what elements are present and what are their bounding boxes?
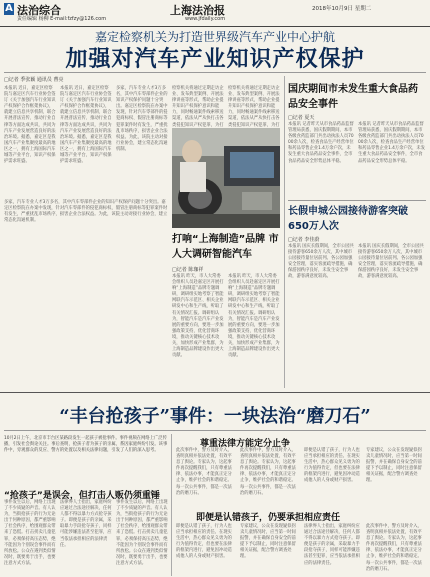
feature-subhead-2: 尊重法律方能定分止争 (200, 439, 291, 449)
feature-column-2: 法律界人士指出，家庭纠纷应通过合法途径解决，任何人都不得以暴力方式抢夺孩子。即便是孩子的亲属，采取暴力手段抢夺孩子，同样可能涉嫌违法甚至犯罪，应当依法承担相应的法律责任。 (60, 500, 112, 548)
car-interior-photo (172, 128, 280, 228)
lead-column-2: 多家，汽车专业人才3万多名，其中汽车零部件企业的知识产权保护问题十分突出。嘉定区检察院在办案中发现，针对汽车零部件的侵犯商标权、假冒注册商标等犯罪案件时有发生，严重扰乱市场秩序，损害企业合法权益。为此，该院主动对接行业协会，建立常态化沟通机制。 (116, 86, 168, 152)
feature-subhead-1: “抢孩子”是误会，但打击人贩仍须重锤 (4, 491, 160, 501)
section-divider (0, 392, 430, 393)
feature-column-4: 即便是认错了孩子，行为人也应当承担相应的责任。在现实生活中，热心群众见义勇为的行为值得肯定，但也要在法律的框架内进行，避免因冲动造成他人的人身或财产损害。 (304, 448, 360, 484)
newspaper-name: 上海法治报 (170, 4, 225, 17)
feature-column-4b: 专家建议，公众在发现疑似拐卖儿童情况时，应当第一时间报警，并在确保自身安全的前提下予以制止，同时注意保留相关证据，配合警方调查处理。 (366, 448, 422, 484)
lead-column-1b: 本报讯 近日，嘉定区检察院与嘉定区汽车行业协会签订《关于加强汽车行业知识产权保护合作框架协议》，就建立信息共享机制、联合开展普法宣传、推动行业自律等方面达成共识，共同为汽车产业发展营造良好的法治环境。据悉，嘉定区是我国汽车产业集聚度最高的地区之一，拥有上海国际汽车城等产业平台，知识产权保护需求旺盛。 (60, 86, 112, 165)
column-divider (284, 76, 285, 388)
feature-column-6b: 此次事件中，警方及时介入，查明真相并依法处置，有效平息了舆论。专家认为，这起事件再次提醒我们，只有尊重法律、依法办事，才能真正定分止争，维护社会的和谐稳定。每一次公共事件，都是一次法治的磨刀石。 (366, 524, 422, 572)
feature-column-5: 即便是认错了孩子，行为人也应当承担相应的责任。在现实生活中，热心群众见义勇为的行为值得肯定，但也要在法律的框架内进行，避免因冲动造成他人的人身或财产损害。 (176, 524, 232, 560)
feature-column-3: 此次事件中，警方及时介入，查明真相并依法处置，有效平息了舆论。专家认为，这起事件再次提醒我们，只有尊重法律、依法办事，才能真正定分止争，维护社会的和谐稳定。每一次公共事件，都是一次法治的磨刀石。 (176, 448, 232, 496)
news-photo (172, 128, 280, 228)
lead-pretitle: 嘉定检察机关为打造世界级汽车产业中心护航 (94, 30, 335, 44)
divider (288, 200, 426, 201)
editor-line: 责任编辑 杨柳 E-mail:fzfzy@126.com (17, 16, 107, 22)
story4-column-2: 本报讯 国庆长假期间，全市公园共接待游客650余万人次，其中城市公园接待量位居前列。各公园加强安全管理，落实客流疏导措施，确保游园秩序良好，未发生安全事故，游客满意度较高。 (358, 244, 424, 280)
feature-intro: 10月2日上午，北京市丰台区某路段发生一起孩子被抢事件。事件视频在网络上广泛传播，引发社会舆论关注。事后查明，抢孩子者为孩子的亲属，系因家庭纠纷引发。该事件中，旁观群众的反应、警方的处置以及相关法律问题，引发了人们的深入思考。 (4, 436, 168, 454)
story3-column-1: 本报讯 记者昨天从市食品药品监督管理局获悉，国庆假期期间，本市各级食药监部门共出动执法人员7000余人次，检查食品生产经营单位和药品零售企业1.4万余户次，未发生重大食品药品安全事件，全市食品药品安全形势总体平稳。 (288, 122, 354, 164)
feature-column-5b: 专家建议，公众在发现疑似拐卖儿童情况时，应当第一时间报警，并在确保自身安全的前提下予以制止，同时注意保留相关证据，配合警方调查处理。 (240, 524, 296, 560)
story3-column-2: 本报讯 记者昨天从市食品药品监督管理局获悉，国庆假期期间，本市各级食药监部门共出动执法人员7000余人次，检查食品生产经营单位和药品零售企业1.4万余户次，未发生重大食品药品安全事件，全市食品药品安全形势总体平稳。 (358, 122, 425, 164)
story3-title: 国庆期间市未发生重大食品药品安全事件 (288, 84, 418, 110)
lead-column-3b: 检察机关将通过定期走访企业、发布典型案例、开展法律讲座等形式，帮助企业提升知识产权保护意识和能力，同时畅通案件线索移送渠道，依法从严从快打击各类侵犯知识产权犯罪，为打 (228, 86, 280, 128)
feature-subhead-3: 即便是认错孩子，仍要承担相应责任 (196, 513, 341, 523)
page-header (0, 0, 430, 27)
feature-column-6: 法律界人士指出，家庭纠纷应通过合法途径解决，任何人都不得以暴力方式抢夺孩子。即便是孩子的亲属，采取暴力手段抢夺孩子，同样可能涉嫌违法甚至犯罪，应当依法承担相应的法律责任。 (304, 524, 360, 566)
divider (4, 430, 426, 431)
story2-title: 打响“上海制造”品牌 市人大调研智能汽车 (172, 234, 279, 260)
story4-byline: □记者 李佳蔚 (288, 237, 320, 243)
issue-date: 2018年10月9日 星期二 (312, 6, 372, 12)
feature-column-3b: 此次事件中，警方及时介入，查明真相并依法处置，有效平息了舆论。专家认为，这起事件再次提醒我们，只有尊重法律、依法办事，才能真正定分止争，维护社会的和谐稳定。每一次公共事件，都是一次法治的磨刀石。 (240, 448, 296, 496)
lead-title: 加强对汽车产业知识产权保护 (65, 47, 365, 72)
feature-column-2b: 事件发生以后，网络上出现了不少质疑的声音。有人认为，当街抢孩子的行为无论出于何种原因，都严重影响了社会秩序，给围观群众带来了恐慌。打击拐卖儿童犯罪，必须保持高压态势，绝不能因为个别误会事件而有所放松。公众在遇到类似情况时，既要勇于出手，也要注意方式方法。 (116, 500, 168, 566)
column-divider (171, 434, 172, 576)
story2-column-1: 本报讯 昨天，市人大常委会组织人员赴嘉定区开展打响“上海制造”品牌专题调研，调研组实地考察了智能网联汽车示范区、相关企业研发中心和生产线，听取了有关情况汇报。调研组认为，智能汽车是汽车产业发展的重要方向，要进一步加强政策支持，优化营商环境，推动关键核心技术攻关，加快形成产业集群，为上海制造品牌建设作出更大贡献。 (172, 274, 224, 359)
divider (4, 72, 426, 73)
feature-column-1: 事件发生以后，网络上出现了不少质疑的声音。有人认为，当街抢孩子的行为无论出于何种原因，都严重影响了社会秩序，给围观群众带来了恐慌。打击拐卖儿童犯罪，必须保持高压态势，绝不能因为个别误会事件而有所放松。公众在遇到类似情况时，既要勇于出手，也要注意方式方法。 (4, 500, 56, 566)
section-marker-icon: A (5, 3, 13, 14)
newspaper-url: www.jfdaily.com (185, 16, 226, 22)
lead-continued: 多家，汽车专业人才3万多名，其中汽车零部件企业的知识产权保护问题十分突出。嘉定区检察院在办案中发现，针对汽车零部件的侵犯商标权、假冒注册商标等犯罪案件时有发生，严重扰乱市场秩序，损害企业合法权益。为此，该院主动对接行业协会，建立常态化沟通机制。 (4, 200, 168, 224)
story3-byline: □记者 夏天 (288, 115, 315, 121)
feature-title: “丰台抢孩子”事件：一块法治“磨刀石” (59, 406, 371, 427)
story2-column-2: 本报讯 昨天，市人大常委会组织人员赴嘉定区开展打响“上海制造”品牌专题调研，调研组实地考察了智能网联汽车示范区、相关企业研发中心和生产线，听取了有关情况汇报。调研组认为，智能汽车是汽车产业发展的重要方向，要进一步加强政策支持，优化营商环境，推动关键核心技术攻关，加快形成产业集群，为上海制造品牌建设作出更大贡献。 (228, 274, 280, 359)
story2-byline: □记者 陈珈祥 (172, 267, 204, 273)
lead-column-1: 本报讯 近日，嘉定区检察院与嘉定区汽车行业协会签订《关于加强汽车行业知识产权保护合作框架协议》，就建立信息共享机制、联合开展普法宣传、推动行业自律等方面达成共识，共同为汽车产业发展营造良好的法治环境。据悉，嘉定区是我国汽车产业集聚度最高的地区之一，拥有上海国际汽车城等产业平台，知识产权保护需求旺盛。 (4, 86, 56, 165)
story4-title: 长假申城公园接待游客突破650万人次 (288, 206, 408, 232)
story4-column-1: 本报讯 国庆长假期间，全市公园共接待游客650余万人次，其中城市公园接待量位居前列。各公园加强安全管理，落实客流疏导措施，确保游园秩序良好，未发生安全事故，游客满意度较高。 (288, 244, 354, 280)
section-name: 法治综合 (17, 4, 61, 17)
lead-column-3: 检察机关将通过定期走访企业、发布典型案例、开展法律讲座等形式，帮助企业提升知识产权保护意识和能力，同时畅通案件线索移送渠道，依法从严从快打击各类侵犯知识产权犯罪，为打 (172, 86, 224, 128)
lead-byline: □记者 季张颖 通讯员 曹亮 (4, 77, 64, 83)
